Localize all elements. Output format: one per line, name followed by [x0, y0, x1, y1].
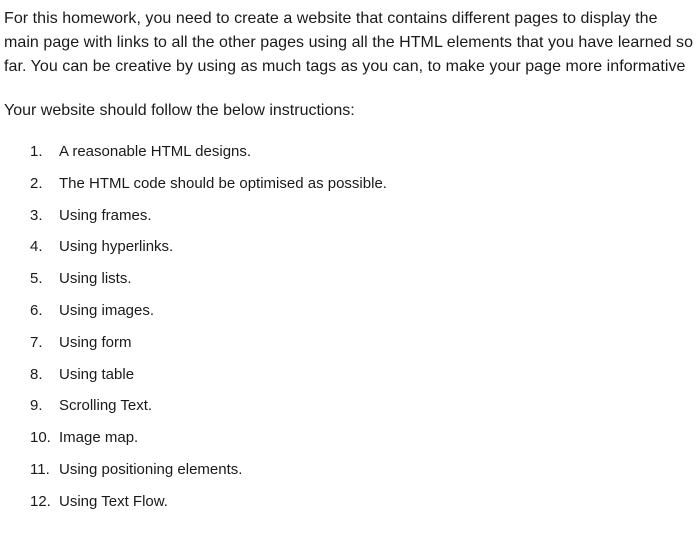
list-item: [30, 490, 387, 522]
list-item: [30, 267, 387, 299]
list-item-text: Image map.: [59, 429, 139, 447]
list-item: [30, 363, 387, 395]
list-item: [30, 394, 387, 426]
list-item: [30, 331, 387, 363]
list-item-number: 12.: [30, 492, 51, 510]
list-item-text: The HTML code should be optimised as possible.: [59, 174, 387, 192]
intro-line: far. You can be creative by using as much tags as you can, to make your page more informative: [4, 58, 686, 75]
list-item-text: Using table: [59, 365, 135, 383]
list-item-text: Using form: [59, 333, 132, 351]
list-item-text: Using frames.: [59, 206, 152, 224]
list-item: [30, 458, 387, 490]
list-item-number: 8.: [30, 365, 43, 383]
list-item-number: 4.: [30, 238, 43, 256]
list-item-number: 2.: [30, 174, 43, 192]
list-item-number: 1.: [30, 143, 43, 160]
list-item-text: Using positioning elements.: [59, 460, 243, 478]
list-item: [30, 235, 387, 267]
intro-paragraph: [4, 7, 700, 79]
list-item-text: Scrolling Text.: [59, 397, 153, 415]
list-item-text: Using Text Flow.: [59, 492, 168, 510]
list-item: [30, 140, 387, 172]
list-item-number: 11.: [30, 460, 50, 478]
list-item-number: 6.: [30, 301, 43, 319]
list-item-text: Using hyperlinks.: [59, 238, 174, 256]
list-item-number: 9.: [30, 397, 43, 415]
list-item-text: A reasonable HTML designs.: [59, 143, 252, 160]
list-item-text: Using images.: [59, 301, 155, 319]
intro-line: For this homework, you need to create a website that contains different pages to display the: [4, 10, 658, 27]
list-item-number: 10.: [30, 429, 51, 447]
list-item-number: 7.: [30, 333, 43, 351]
instructions-list: [30, 140, 387, 522]
list-item: [30, 426, 387, 458]
list-item-text: Using lists.: [59, 270, 132, 288]
list-item: [30, 172, 387, 204]
list-item: [30, 204, 387, 236]
list-item: [30, 299, 387, 331]
list-item-number: 3.: [30, 206, 43, 224]
instructions-heading: Your website should follow the below instructions:: [4, 102, 355, 119]
intro-line: main page with links to all the other pages using all the HTML elements that you have learned so: [4, 34, 694, 51]
list-item-number: 5.: [30, 270, 43, 288]
